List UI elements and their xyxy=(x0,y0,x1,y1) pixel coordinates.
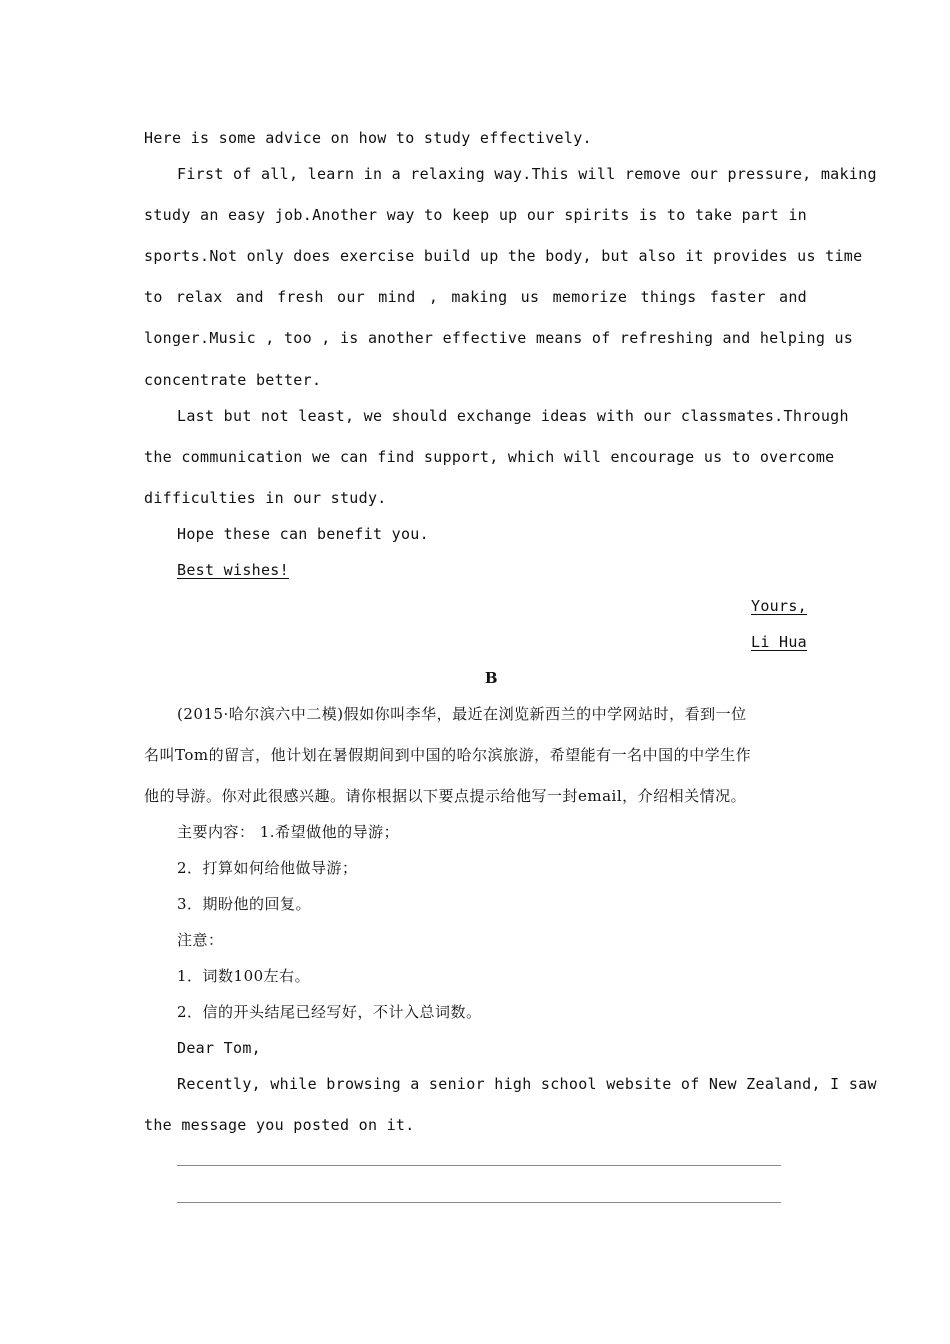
note-2: 2．信的开头结尾已经写好，不计入总词数。 xyxy=(177,1003,482,1021)
signature-text: Li Hua xyxy=(751,633,807,651)
answer-line-2 xyxy=(177,1202,781,1203)
intro-line: Here is some advice on how to study effectively. xyxy=(144,129,592,147)
paragraph-1-line-1: First of all, learn in a relaxing way.This will remove our pressure, making xyxy=(177,165,877,183)
paragraph-1-line-6: concentrate better. xyxy=(144,371,322,389)
paragraph-2-line-3: difficulties in our study. xyxy=(144,489,387,507)
opening-line-2: the message you posted on it. xyxy=(144,1116,415,1134)
prompt-line-3: 他的导游。你对此很感兴趣。请你根据以下要点提示给他写一封email，介绍相关情况。 xyxy=(144,787,747,805)
greeting-line: Dear Tom, xyxy=(177,1039,261,1057)
hope-line: Hope these can benefit you. xyxy=(177,525,429,543)
note-1: 1．词数100左右。 xyxy=(177,967,311,985)
prompt-line-1: (2015·哈尔滨六中二模)假如你叫李华，最近在浏览新西兰的中学网站时，看到一位 xyxy=(177,705,747,723)
answer-line-1 xyxy=(177,1165,781,1166)
signature-line xyxy=(144,632,807,652)
closing-line xyxy=(177,560,807,580)
sign-off-line xyxy=(144,596,807,616)
content-item-1: 主要内容： 1.希望做他的导游； xyxy=(177,823,400,841)
sign-off-text: Yours, xyxy=(751,597,807,615)
content-item-3: 3．期盼他的回复。 xyxy=(177,895,312,913)
opening-line-1: Recently, while browsing a senior high school website of New Zealand, I saw xyxy=(177,1075,877,1093)
content-item-2: 2．打算如何给他做导游； xyxy=(177,859,358,877)
paragraph-1-line-5: longer.Music , too , is another effective means of refreshing and helping us xyxy=(144,329,854,347)
paragraph-2-line-1: Last but not least, we should exchange ideas with our classmates.Through xyxy=(177,407,849,425)
notes-label: 注意： xyxy=(177,931,224,949)
paragraph-1-line-4: to relax and fresh our mind , making us memorize things faster and xyxy=(144,288,807,306)
paragraph-2-line-2: the communication we can find support, which will encourage us to overcome xyxy=(144,448,835,466)
paragraph-1-line-3: sports.Not only does exercise build up the body, but also it provides us time xyxy=(144,247,863,265)
paragraph-1-line-2: study an easy job.Another way to keep up our spirits is to take part in xyxy=(144,206,807,224)
closing-text: Best wishes! xyxy=(177,561,289,579)
section-heading-b: B xyxy=(484,669,499,687)
prompt-line-2: 名叫Tom的留言，他计划在暑假期间到中国的哈尔滨旅游，希望能有一名中国的中学生作 xyxy=(144,746,752,764)
